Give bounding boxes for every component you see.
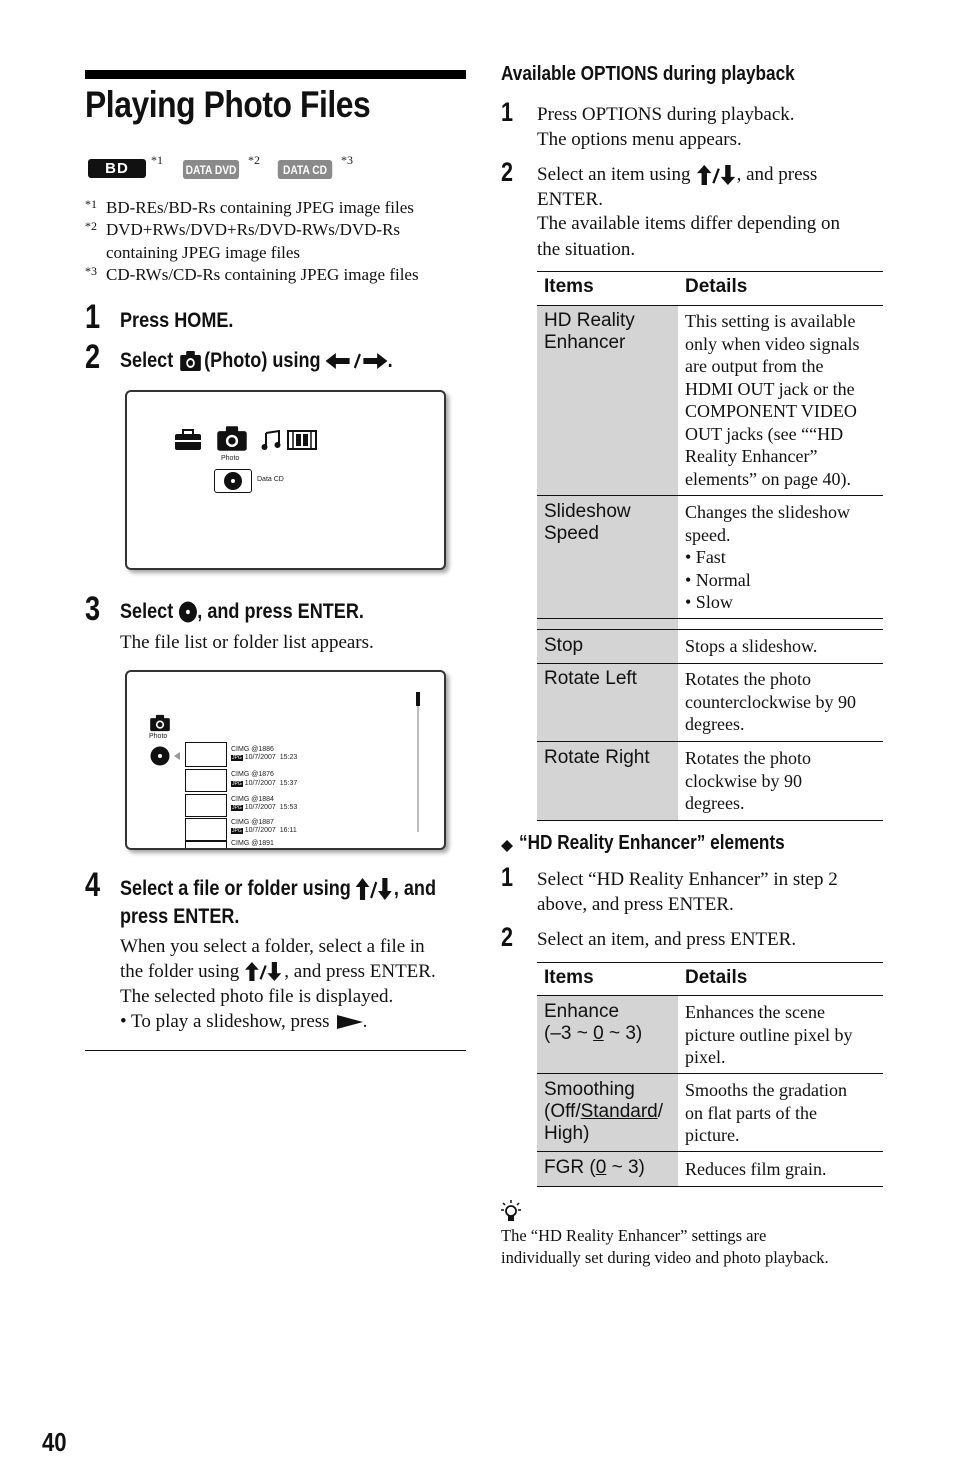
- detail-line: degrees.: [685, 714, 745, 734]
- table-row-details: [685, 310, 881, 490]
- film-icon: [287, 430, 317, 450]
- scrollbar-track[interactable]: [417, 692, 419, 832]
- step-body: ENTER.: [537, 189, 603, 210]
- step-body: above, and press ENTER.: [537, 894, 734, 915]
- file-name: CIMG @1887: [231, 819, 274, 826]
- bd-badge: BD: [88, 159, 146, 178]
- detail-line: Enhances the scene: [685, 1002, 825, 1022]
- detail-line: This setting is available: [685, 311, 856, 331]
- arrow-left-right-icon: [326, 351, 388, 371]
- item-text: Speed: [544, 523, 599, 544]
- camera-icon: [179, 350, 201, 372]
- jpg-tag: JPG: [232, 805, 242, 811]
- step-number: 2: [85, 338, 101, 376]
- disc-icon: [223, 471, 243, 491]
- file-meta: [231, 780, 297, 787]
- footnote: [85, 242, 475, 264]
- item-text: Slideshow: [544, 501, 631, 522]
- step-heading-text: (Photo) using: [204, 349, 321, 372]
- jpg-tag: JPG: [232, 781, 242, 787]
- diamond-bullet-icon: [501, 840, 513, 852]
- table-row-item: [537, 1074, 678, 1151]
- table-row-details: [685, 1001, 881, 1069]
- item-text: High): [544, 1123, 590, 1144]
- data-cd-footnote-mark: *3: [341, 153, 353, 167]
- footnote: [85, 197, 475, 219]
- item-text: Enhancer: [544, 332, 626, 353]
- photo-label: Photo: [149, 733, 168, 740]
- file-meta: [231, 804, 297, 811]
- table-row-item: [537, 306, 678, 495]
- table-header-details: Details: [685, 276, 748, 297]
- page-number: 40: [42, 1427, 67, 1457]
- file-name: CIMG @1886: [231, 746, 274, 753]
- step-heading-text: Select: [120, 349, 174, 372]
- subsection-heading-text: “HD Reality Enhancer” elements: [519, 832, 785, 854]
- item-text: /: [657, 1101, 664, 1122]
- table-rule: [537, 1186, 883, 1187]
- play-icon: [337, 1015, 363, 1029]
- step-body-text: .: [362, 1011, 368, 1032]
- detail-line: Rotates the photo: [685, 669, 811, 689]
- data-cd-badge: DATA CD: [278, 160, 332, 179]
- page-title: Playing Photo Files: [85, 84, 371, 125]
- file-date: 10/7/2007: [244, 754, 276, 761]
- file-list-screenshot: [125, 670, 446, 850]
- detail-line: Reality Enhancer”: [685, 446, 818, 466]
- step-number: 1: [85, 298, 101, 336]
- file-meta: [231, 827, 297, 834]
- step-body: Select an item, and press ENTER.: [537, 929, 797, 950]
- table-header-items: Items: [544, 276, 594, 297]
- footnote: [85, 264, 475, 286]
- item-text: Rotate Left: [544, 668, 637, 689]
- detail-line: speed.: [685, 524, 731, 545]
- file-thumbnail[interactable]: [185, 742, 227, 767]
- file-name: CIMG @1876: [231, 771, 274, 778]
- footnote-mark: *1: [85, 197, 97, 211]
- detail-line: picture.: [685, 1125, 740, 1145]
- detail-line: Changes the slideshow: [685, 502, 850, 522]
- step-number: 4: [85, 866, 101, 904]
- table-row-details: [685, 635, 881, 658]
- step-body-text: the folder using: [120, 961, 240, 982]
- detail-line: counterclockwise by 90: [685, 691, 856, 712]
- item-text: Stop: [544, 635, 584, 656]
- data-dvd-footnote-mark: *2: [248, 153, 260, 167]
- arrow-up-down-icon: [244, 962, 284, 981]
- scrollbar-thumb[interactable]: [416, 692, 420, 706]
- step-body: the situation.: [537, 239, 636, 260]
- item-text: (Off/: [544, 1101, 581, 1122]
- default-value: 0: [595, 1157, 607, 1178]
- step-body: [537, 162, 817, 187]
- step-heading: [120, 600, 364, 624]
- step-heading-text: .: [387, 349, 393, 372]
- file-date: 10/7/2007: [244, 827, 276, 834]
- table-row-details: [685, 1079, 881, 1147]
- tip-line: The “HD Reality Enhancer” settings are: [501, 1226, 767, 1245]
- title-rule: [85, 70, 466, 79]
- detail-line: Smooths the gradation: [685, 1080, 847, 1100]
- table-row-item: [537, 630, 678, 663]
- lightbulb-icon: [501, 1200, 521, 1224]
- table-rule: [537, 271, 883, 272]
- step-body-text: Select an item using: [537, 164, 691, 185]
- step-body: Press OPTIONS during playback.: [537, 104, 795, 125]
- table-rule: [537, 962, 883, 963]
- step-heading: press ENTER.: [120, 905, 240, 928]
- step-heading-text: , and: [393, 877, 436, 900]
- detail-line: elements” on page 40).: [685, 468, 851, 489]
- file-date: 10/7/2007: [244, 780, 276, 787]
- file-thumbnail[interactable]: [185, 841, 227, 850]
- step-heading-text: , and press ENTER.: [197, 600, 364, 623]
- step-body: [120, 1009, 367, 1034]
- tip-text: [501, 1225, 829, 1269]
- footnote-mark: *2: [85, 219, 97, 233]
- table-gap: [537, 619, 678, 629]
- step-heading-text: Select a file or folder using: [120, 877, 351, 900]
- disc-icon: [150, 746, 170, 766]
- footnote: [85, 219, 475, 241]
- footnote-text: BD-REs/BD-Rs containing JPEG image files: [106, 198, 414, 217]
- item-text: Enhance: [544, 1001, 620, 1022]
- file-name: CIMG @1884: [231, 796, 274, 803]
- bd-footnote-mark: *1: [151, 153, 163, 167]
- data-dvd-badge: DATA DVD: [183, 160, 239, 179]
- step-body: When you select a folder, select a file in: [120, 936, 425, 957]
- file-meta: [231, 754, 297, 761]
- step-body-text: • To play a slideshow, press: [120, 1011, 330, 1032]
- item-text: ~ 3): [603, 1023, 643, 1044]
- step-body: The selected photo file is displayed.: [120, 986, 394, 1007]
- section-heading: Available OPTIONS during playback: [501, 63, 795, 85]
- detail-line: pixel.: [685, 1047, 726, 1067]
- table-rule: [537, 820, 883, 821]
- item-text: (–3 ~: [544, 1023, 594, 1044]
- detail-line: only when video signals: [685, 333, 860, 354]
- detail-line: Stops a slideshow.: [685, 636, 818, 656]
- arrow-up-down-icon: [697, 165, 737, 185]
- photo-label: Photo: [221, 455, 240, 462]
- table-row-item: [537, 664, 678, 741]
- disc-icon: [178, 601, 197, 623]
- tip-line: individually set during video and photo playback.: [501, 1248, 829, 1267]
- step-number: 2: [501, 922, 514, 952]
- table-row-item: [537, 496, 678, 618]
- detail-line: Reduces film grain.: [685, 1159, 827, 1179]
- detail-line: OUT jacks (see ““HD: [685, 423, 844, 444]
- item-text: FGR (: [544, 1157, 596, 1178]
- step-body: The file list or folder list appears.: [120, 632, 374, 653]
- detail-line: COMPONENT VIDEO: [685, 401, 857, 421]
- step-number: 1: [501, 862, 514, 892]
- jpg-tag: JPG: [232, 755, 242, 761]
- item-range: [544, 1101, 678, 1123]
- step-body-text: , and press: [736, 164, 818, 185]
- item-range: [544, 1023, 678, 1045]
- detail-line: • Fast: [685, 547, 726, 567]
- item-text: Smoothing: [544, 1079, 635, 1100]
- step-body: Select “HD Reality Enhancer” in step 2: [537, 869, 838, 890]
- table-header-details: Details: [685, 967, 748, 988]
- file-thumbnail[interactable]: [185, 769, 227, 792]
- step-heading-text: Select: [120, 600, 174, 623]
- detail-line: • Normal: [685, 569, 751, 590]
- file-name: CIMG @1891: [231, 840, 274, 847]
- detail-line: • Slow: [685, 592, 733, 612]
- jpg-tag: JPG: [232, 828, 242, 834]
- camera-icon: [149, 714, 171, 732]
- detail-line: are output from the: [685, 356, 824, 376]
- default-value: Standard: [580, 1101, 658, 1122]
- footnote-text: CD-RWs/CD-Rs containing JPEG image files: [106, 265, 419, 284]
- column-end-rule: [85, 1050, 466, 1051]
- footnote-mark: *3: [85, 264, 97, 278]
- detail-line: HDMI OUT jack or the: [685, 378, 855, 399]
- table-row-details: [685, 668, 881, 736]
- caret-left-icon: [174, 752, 180, 760]
- file-time: 15:23: [279, 754, 298, 761]
- item-text: ~ 3): [606, 1157, 645, 1178]
- default-value: 0: [593, 1023, 604, 1044]
- footnote-text: containing JPEG image files: [106, 243, 301, 262]
- camera-icon: [216, 425, 248, 452]
- step-body: The options menu appears.: [537, 129, 742, 150]
- file-time: 16:11: [279, 827, 297, 834]
- item-range: [537, 1152, 678, 1179]
- table-header-items: Items: [544, 967, 594, 988]
- arrow-up-down-icon: [356, 878, 394, 900]
- step-number: 1: [501, 97, 514, 127]
- subsection-heading: [501, 832, 828, 855]
- step-body: The available items differ depending on: [537, 213, 841, 234]
- data-cd-label: Data CD: [257, 476, 284, 483]
- detail-line: Rotates the photo: [685, 748, 811, 768]
- step-heading: [120, 877, 436, 901]
- table-row-item: [537, 996, 678, 1073]
- item-text: Rotate Right: [544, 747, 650, 768]
- step-heading: [120, 349, 393, 373]
- file-thumbnail[interactable]: [185, 818, 227, 841]
- step-heading: Press HOME.: [120, 309, 234, 332]
- table-row-details: [685, 747, 881, 815]
- item-text: HD Reality: [544, 310, 635, 331]
- table-row-details: [685, 501, 881, 614]
- footnote-text: DVD+RWs/DVD+Rs/DVD-RWs/DVD-Rs: [106, 220, 401, 239]
- file-time: 15:53: [279, 804, 298, 811]
- file-date: 10/7/2007: [244, 804, 276, 811]
- file-thumbnail[interactable]: [185, 794, 227, 817]
- step-body-text: , and press ENTER.: [284, 961, 436, 982]
- table-row-details: [685, 1158, 881, 1181]
- file-time: 15:37: [279, 780, 298, 787]
- step-number: 3: [85, 590, 101, 628]
- toolbox-icon: [174, 429, 202, 451]
- step-number: 2: [501, 157, 514, 187]
- detail-line: clockwise by 90: [685, 770, 802, 791]
- table-row-item: [537, 742, 678, 820]
- music-icon: [261, 429, 283, 451]
- detail-line: picture outline pixel by: [685, 1024, 853, 1045]
- detail-line: degrees.: [685, 793, 745, 813]
- home-menu-screenshot: [125, 390, 446, 570]
- detail-line: on flat parts of the: [685, 1102, 817, 1123]
- step-body: [120, 959, 436, 984]
- table-row-item: [537, 1152, 678, 1186]
- data-cd-item[interactable]: [214, 469, 252, 493]
